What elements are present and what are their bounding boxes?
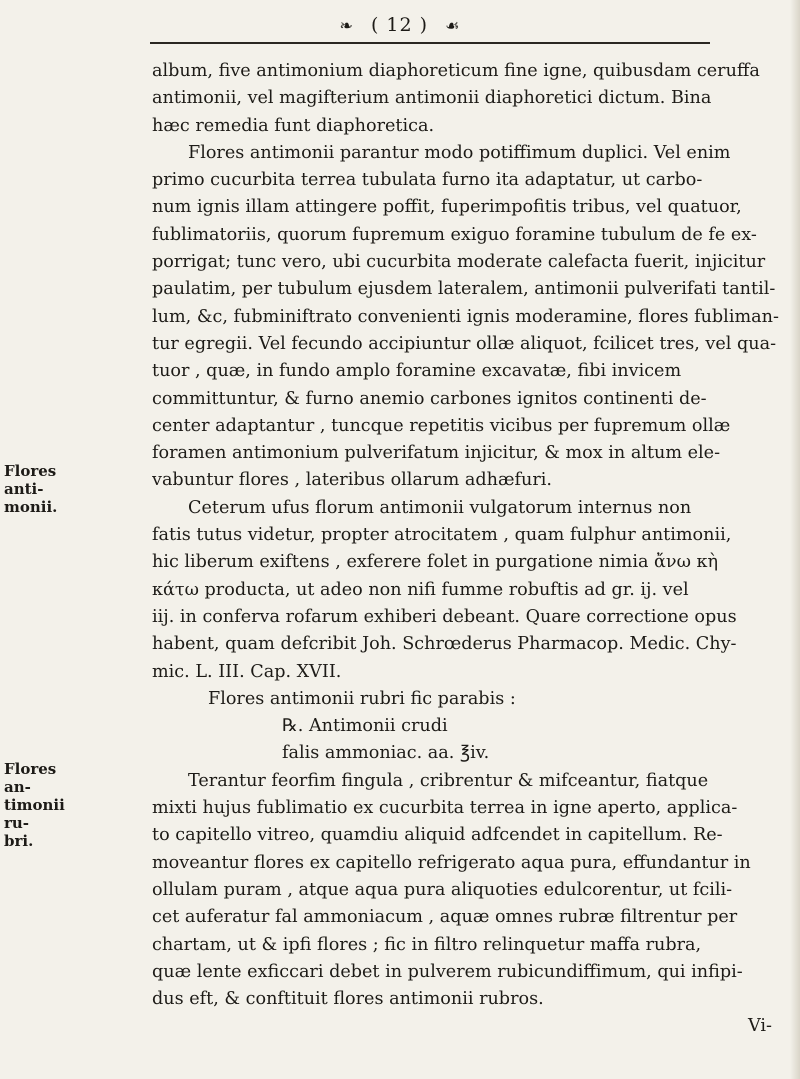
text-line: fatis tutus videtur, propter atrocitatem , quam fulphur antimonii, [152,525,732,546]
text-line: tuor , quæ, in fundo amplo foramine excavatæ, fibi invicem [152,361,682,382]
text-line: porrigat; tunc vero, ubi cucurbita moderate calefacta fuerit, injicitur [152,252,766,273]
text-line: hic liberum exiftens , exferere folet in purgatione nimia ἄνω κὴ [152,552,719,573]
text-line: Terantur feorfim fingula , cribrentur & mifceantur, fiatque [188,770,709,791]
text-line: cet auferatur fal ammoniacum , aquæ omnes rubræ filtrentur per [152,907,738,928]
text-line: num ignis illam attingere poffit, fuperimpofitis tribus, vel quatuor, [152,197,742,218]
page-number: ( 12 ) [370,14,429,36]
text-line: habent, quam defcribit Joh. Schrœderus Pharmacop. Medic. Chy- [152,634,737,655]
text-line: Ceterum ufus florum antimonii vulgatorum internus non [188,497,692,518]
text-line: chartam, ut & ipfi flores ; fic in filtro relinquetur maffa rubra, [152,934,702,955]
text-line: mic. L. III. Cap. XVII. [152,661,342,682]
text-line: lum, &c, fubminiftrato convenienti ignis moderamine, flores fubliman- [152,306,779,327]
text-line: Flores antimonii parantur modo potiffimum duplici. Vel enim [188,142,731,163]
text-line: committuntur, & furno anemio carbones ignitos continenti de- [152,388,707,409]
ornament-left-icon: ❧ [339,16,354,35]
margin-note-flores [4,462,70,516]
text-line: κάτω producta, ut adeo non nifi fumme robuftis ad gr. ij. vel [152,579,689,600]
ornament-right-icon: ☙ [445,16,461,35]
header-rule [150,42,710,44]
text-line: hæc remedia funt diaphoretica. [152,115,435,136]
text-line: Flores antimonii rubri fic parabis : [208,688,516,709]
text-line: antimonii, vel magifterium antimonii diaphoretici dictum. Bina [152,88,712,109]
text-line: quæ lente exficcari debet in pulverem rubicundiffimum, qui infipi- [152,961,743,982]
running-header [0,14,800,36]
text-line: vabuntur flores , lateribus ollarum adhæfuri. [152,470,553,491]
page-edge-shadow [790,0,800,1079]
margin-note-text: Flores anti- monii. [4,462,58,516]
recipe-line: falis ammoniac. aa. ℥iv. [282,743,490,764]
text-line: paulatim, per tubulum ejusdem lateralem, antimonii pulverifati tantil- [152,279,776,300]
text-line: album, five antimonium diaphoreticum fine igne, quibusdam ceruffa [152,61,760,81]
text-line: primo cucurbita terrea tubulata furno ita adaptatur, ut carbo- [152,170,703,191]
text-line: tur egregii. Vel fecundo accipiuntur ollæ aliquot, fcilicet tres, vel qua- [152,333,777,354]
body-text [152,58,792,1041]
text-line: foramen antimonium pulverifatum injicitur, & mox in altum ele- [152,443,721,464]
text-line: fublimatoriis, quorum fupremum exiguo foramine tubulum de fe ex- [152,224,757,245]
text-line: ollulam puram , atque aqua pura aliquoties edulcorentur, ut fcili- [152,879,733,900]
text-line: mixti hujus fublimatio ex cucurbita terrea in igne aperto, applica- [152,798,738,819]
text-line: dus eft, & conftituit flores antimonii rubros. [152,989,544,1010]
recipe-line: ℞. Antimonii crudi [282,716,448,737]
text-line: to capitello vitreo, quamdiu aliquid adfcendet in capitellum. Re- [152,825,723,846]
margin-note-text: Flores an- timonii ru- bri. [4,760,65,850]
catchword: Vi- [748,1016,772,1037]
margin-note-flores-rubri [4,760,70,850]
text-line: moveantur flores ex capitello refrigerato aqua pura, effundantur in [152,852,751,873]
text-line: iij. in conferva rofarum exhiberi debeant. Quare correctione opus [152,606,737,627]
text-line: center adaptantur , tuncque repetitis vicibus per fupremum ollæ [152,415,731,436]
